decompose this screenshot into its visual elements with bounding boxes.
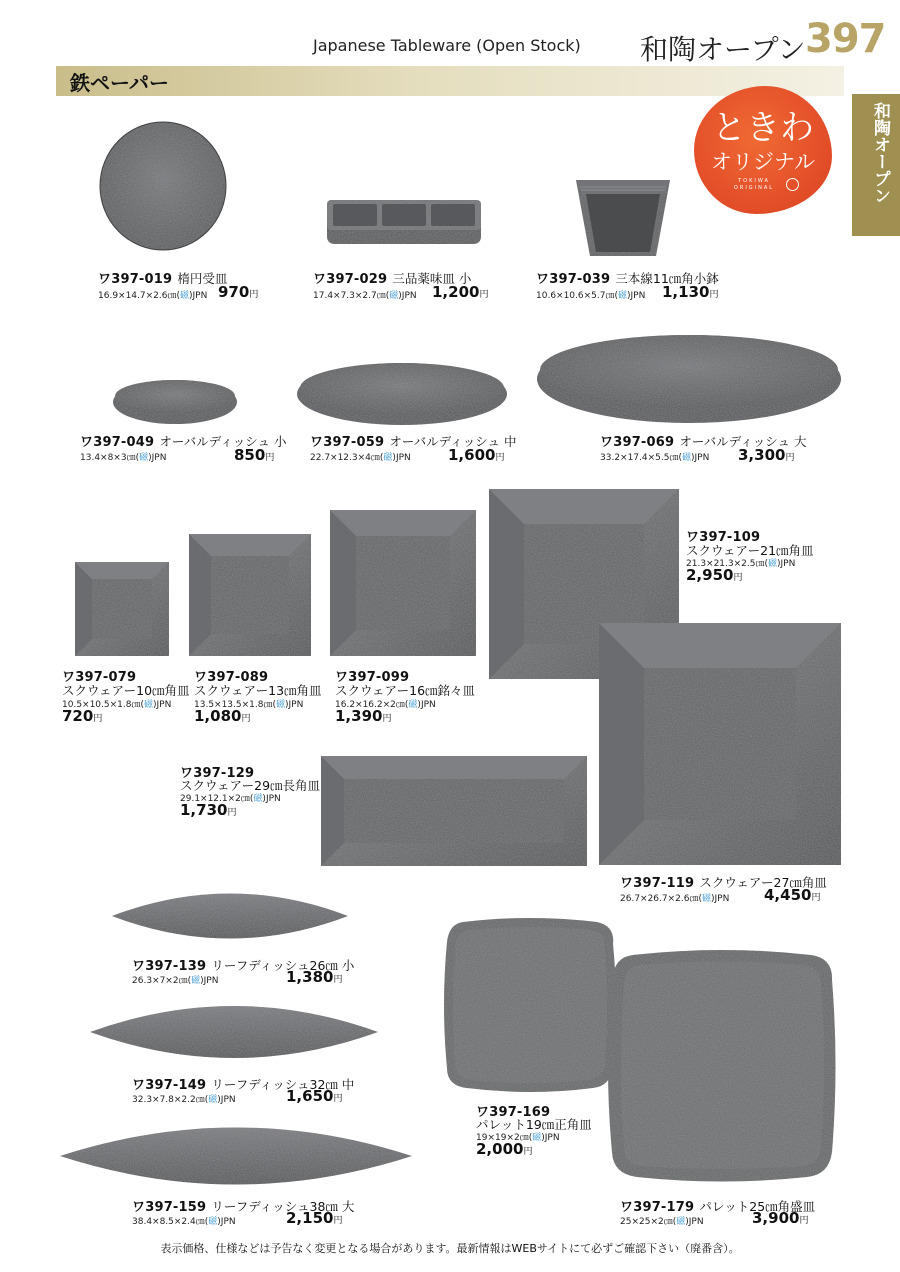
product-129-price: 1,730円 [180, 801, 237, 819]
product-name: スクウェアー27㎝角皿 [699, 875, 827, 890]
material-mark: 磁 [139, 453, 149, 463]
product-image-119 [598, 622, 842, 866]
product-159-spec: 38.4×8.5×2.4㎝(磁)JPN [132, 1217, 236, 1227]
product-name: 楕円受皿 [177, 271, 228, 286]
product-099-code: ワ397-099 [335, 670, 410, 685]
product-129-spec: 29.1×12.1×2㎝(磁)JPN [180, 794, 281, 804]
material-mark: 磁 [191, 976, 201, 986]
tokiwa-original-badge [694, 86, 832, 214]
product-name: リーフディッシュ38㎝ 大 [211, 1199, 355, 1214]
product-109-name: スクウェアー21㎝角皿 [686, 543, 814, 558]
material-mark: 磁 [702, 894, 712, 904]
badge-line2: オリジナル [711, 150, 815, 174]
product-image-019 [98, 120, 228, 252]
material-mark: 磁 [768, 559, 778, 569]
product-image-179 [607, 950, 837, 1182]
side-tab-label: 和陶オープン [870, 102, 890, 204]
product-089-name: スクウェアー13㎝角皿 [194, 683, 322, 698]
material-mark: 磁 [253, 794, 263, 804]
product-119-price: 4,450円 [764, 886, 821, 904]
product-099-price: 1,390円 [335, 707, 392, 725]
product-079-spec: 10.5×10.5×1.8㎝(磁)JPN [62, 700, 172, 710]
product-059-spec: 22.7×12.3×4㎝(磁)JPN [310, 453, 411, 463]
product-image-079 [74, 561, 170, 657]
section-bar [56, 66, 844, 96]
product-code: ワ397-149 [132, 1078, 207, 1093]
product-code: ワ397-029 [313, 272, 388, 287]
product-code: ワ397-049 [80, 435, 155, 450]
side-tab [852, 94, 900, 236]
product-code: ワ397-059 [310, 435, 385, 450]
product-169-spec: 19×19×2㎝(磁)JPN [476, 1133, 560, 1143]
product-039-price: 1,130円 [662, 283, 719, 301]
product-179-spec: 25×25×2㎝(磁)JPN [620, 1217, 704, 1227]
product-109-code: ワ397-109 [686, 530, 761, 545]
product-119-spec: 26.7×26.7×2.6㎝(磁)JPN [620, 894, 730, 904]
product-029-spec: 17.4×7.3×2.7㎝(磁)JPN [313, 291, 417, 301]
product-code: ワ397-139 [132, 959, 207, 974]
badge-line3: TOKIWA ORIGINAL [733, 178, 775, 191]
product-179-price: 3,900円 [752, 1209, 809, 1227]
product-code: ワ397-069 [600, 435, 675, 450]
product-169-code: ワ397-169 [476, 1105, 551, 1120]
product-079-price: 720円 [62, 707, 103, 725]
material-mark: 磁 [383, 453, 393, 463]
product-049-price: 850円 [234, 446, 275, 464]
material-mark: 磁 [208, 1217, 218, 1227]
product-image-159 [58, 1117, 414, 1195]
product-code: ワ397-179 [620, 1200, 695, 1215]
product-name: オーバルディッシュ 小 [159, 434, 287, 449]
product-image-059 [296, 360, 508, 426]
product-039-spec: 10.6×10.6×5.7㎝(磁)JPN [536, 291, 646, 301]
product-image-069 [536, 332, 842, 424]
product-code: ワ397-159 [132, 1200, 207, 1215]
product-149-price: 1,650円 [286, 1087, 343, 1105]
product-159-price: 2,150円 [286, 1209, 343, 1227]
product-099-name: スクウェアー16㎝銘々皿 [335, 683, 476, 698]
material-mark: 磁 [180, 291, 190, 301]
product-name: リーフディッシュ26㎝ 小 [211, 958, 355, 973]
material-mark: 磁 [676, 1217, 686, 1227]
product-149-spec: 32.3×7.8×2.2㎝(磁)JPN [132, 1095, 236, 1105]
product-image-039 [574, 178, 672, 260]
product-089-price: 1,080円 [194, 707, 251, 725]
product-code: ワ397-119 [620, 876, 695, 891]
product-069-spec: 33.2×17.4×5.5㎝(磁)JPN [600, 453, 710, 463]
product-139-price: 1,380円 [286, 968, 343, 986]
product-129-name: スクウェアー29㎝長角皿 [180, 778, 321, 793]
material-mark: 磁 [144, 700, 154, 710]
product-109-price: 2,950円 [686, 566, 743, 584]
product-image-139 [110, 885, 350, 947]
footer-notice: 表示価格、仕様などは予告なく変更となる場合があります。最新情報はWEBサイトにて必ずご確認下さい（廃番含）。 [160, 1242, 740, 1255]
product-code: ワ397-039 [536, 272, 611, 287]
product-109-spec: 21.3×21.3×2.5㎝(磁)JPN [686, 559, 796, 569]
product-image-169 [443, 918, 617, 1092]
material-mark: 磁 [276, 700, 286, 710]
product-169-price: 2,000円 [476, 1140, 533, 1158]
product-name: パレット25㎝角盛皿 [699, 1199, 816, 1214]
product-099-spec: 16.2×16.2×2㎝(磁)JPN [335, 700, 436, 710]
product-019-spec: 16.9×14.7×2.6㎝(磁)JPN [98, 291, 208, 301]
section-title: 鉄ペーパー [70, 71, 169, 95]
product-image-089 [188, 533, 312, 657]
product-029-price: 1,200円 [432, 283, 489, 301]
product-name: 三本線11㎝角小鉢 [615, 271, 719, 286]
product-019-price: 970円 [218, 283, 259, 301]
product-169-name: パレット19㎝正角皿 [476, 1117, 592, 1132]
header-japanese-title: 和陶オープン [640, 33, 806, 66]
material-mark: 磁 [618, 291, 628, 301]
material-mark: 磁 [682, 453, 692, 463]
product-name: リーフディッシュ32㎝ 中 [211, 1077, 355, 1092]
product-name: オーバルディッシュ 中 [389, 434, 517, 449]
product-049-spec: 13.4×8×3㎝(磁)JPN [80, 453, 167, 463]
product-129-code: ワ397-129 [180, 766, 255, 781]
tokiwa-logo-icon [786, 178, 799, 191]
material-mark: 磁 [389, 291, 399, 301]
product-079-name: スクウェアー10㎝角皿 [62, 683, 190, 698]
product-139-spec: 26.3×7×2㎝(磁)JPN [132, 976, 219, 986]
material-mark: 磁 [408, 700, 418, 710]
product-image-049 [112, 378, 238, 426]
product-089-spec: 13.5×13.5×1.8㎝(磁)JPN [194, 700, 304, 710]
product-059-price: 1,600円 [448, 446, 505, 464]
product-019-title-row [98, 268, 227, 287]
badge-line1: ときわ [712, 108, 814, 148]
product-image-149 [88, 996, 380, 1068]
product-image-099 [329, 509, 477, 657]
product-069-price: 3,300円 [738, 446, 795, 464]
product-079-code: ワ397-079 [62, 670, 137, 685]
page-number: 397 [805, 16, 886, 62]
product-image-029 [325, 198, 483, 246]
product-name: オーバルディッシュ 大 [679, 434, 807, 449]
material-mark: 磁 [208, 1095, 218, 1105]
material-mark: 磁 [532, 1133, 542, 1143]
product-089-code: ワ397-089 [194, 670, 269, 685]
product-image-129 [320, 755, 588, 867]
header-english-title: Japanese Tableware (Open Stock) [313, 36, 581, 55]
product-code: ワ397-019 [98, 272, 173, 287]
product-name: 三品薬味皿 小 [392, 271, 472, 286]
